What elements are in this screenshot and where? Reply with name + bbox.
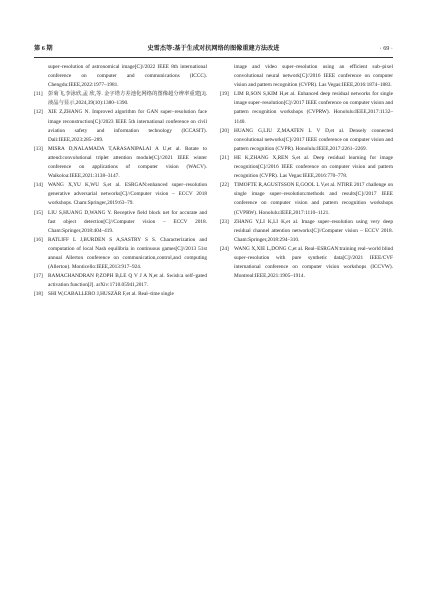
reference-text: RATLIFF L J,BURDEN S A,SASTRY S S. Characterization and computation of local Nash equilibria in continuous games[C]//2013 51st annual Allerton conference on communication,control,and computing (Allerton). Monticello:IEEE,2013:917–924. [48, 236, 207, 271]
reference-continuation: image and video super–resolution using an efficient sub–pixel convolutional neural network[C]//2016 IEEE conference on computer vision and pattern recognition (CVPR). Las Vegas:IEEE,2016:1874–1883. [234, 64, 393, 89]
reference-number: [16] [34, 236, 43, 243]
reference-item-12 [34, 108, 207, 144]
reference-item-15 [34, 209, 207, 236]
reference-number: [13] [34, 145, 43, 152]
reference-number: [22] [220, 182, 229, 189]
reference-item-24 [220, 245, 393, 281]
reference-text: HE K,ZHANG X,REN S,et al. Deep residual learning for image recognition[C]//2016 IEEE conference on computer vision and pattern recognition (CVPR). Las Vegas:IEEE,2016:770–778. [234, 154, 393, 180]
reference-number: [12] [34, 109, 43, 116]
reference-number: [19] [220, 91, 229, 98]
references-left-column [34, 63, 207, 299]
reference-number: [21] [220, 154, 229, 161]
reference-text: SHI W,CABALLERO J,HUSZÁR F,et al. Real–time single [48, 291, 174, 298]
page-header [34, 42, 393, 56]
reference-number: [20] [220, 127, 229, 134]
reference-number: [23] [220, 218, 229, 225]
reference-item-23 [220, 218, 393, 245]
reference-item-22 [220, 181, 393, 217]
issue-number: 第 6 期 [34, 45, 53, 52]
reference-text: HUANG G,LIU Z,MAATEN L V D,et al. Densely connected convolutional networks[C]//2017 IEEE conference on computer vision and pattern recognition (CVPR). Honolulu:IEEE,2017:2261–2269. [234, 127, 394, 152]
reference-number: [15] [34, 209, 43, 216]
reference-number: [11] [34, 91, 43, 98]
reference-item-17 [34, 272, 207, 290]
reference-item-20 [220, 127, 393, 154]
reference-number: [24] [220, 245, 229, 252]
reference-continuation: super–resolution of astronomical image[C]//2022 IEEE 8th international conference on computer and communications (ICCC). Chengdu:IEEE,2022:1977–1981. [48, 64, 207, 89]
reference-text: 彭菊飞,李泳欣,孟 欣,等. 金字塔方差池化网络的图像超分辨率重建[J]. 液晶与显示,2024,39(10):1380–1390. [48, 91, 207, 107]
reference-number: [14] [34, 182, 43, 189]
running-title: 史雪杰等:基于生成对抗网络的图像重建方法改进 [147, 45, 280, 52]
reference-item-13 [34, 145, 207, 181]
reference-text: ZHANG Y,LI K,LI K,et al. Image super–resolution using very deep residual channel attention networks[C]//Computer vision – ECCV 2018. Cham:Springer,2018:294–310. [234, 218, 393, 243]
reference-item-14 [34, 181, 207, 208]
reference-item-11 [34, 90, 207, 108]
reference-item-21 [220, 154, 393, 181]
reference-text: WANG X,XIE L,DONG C,et al. Real–ESRGAN:training real–world blind super–resolution with pure synthetic data[C]//2021 IEEE/CVF international conference on computer vision workshops (ICCVW). Montreal:IEEE,2021:1905–1914. [234, 245, 393, 280]
reference-text: LIU S,HUANG D,WANG Y. Receptive field block net for accurate and fast object detection[C]//Computer vision – ECCV 2018. Cham:Springer,2018:404–419. [48, 209, 207, 234]
reference-item-19 [220, 90, 393, 126]
reference-number: [18] [34, 291, 43, 298]
header-rule [34, 57, 393, 58]
reference-number: [17] [34, 273, 43, 280]
reference-text: XIE Z,ZHANG N. Improved algorithm for GAN super–resolution face image reconstruction[C]//2023 IEEE 5th international conference on civil aviation safety and information technology (ICCASIT). Dali:IEEE,2023:285–289. [48, 109, 207, 143]
reference-text: RAMACHANDRAN P,ZOPH B,LE Q V J A N,et al. Swish:a self–gated activation function[J]. arXiv:1710.05941,2017. [48, 273, 207, 289]
reference-text: TIMOFTE R,AGUSTSSON E,GOOL L V,et al. NTIRE 2017 challenge on single image super–resolution:methods and results[C]//2017 IEEE conference on computer vision and pattern recognition workshops (CVPRW). Honolulu:IEEE,2017:1110–1121. [234, 182, 393, 216]
reference-text: WANG X,YU K,WU S,et al. ESRGAN:enhanced super–resolution generative adversarial networks[C]//Computer vision – ECCV 2018 workshops. Cham:Springer,2019:63–79. [48, 182, 207, 207]
reference-item-16 [34, 236, 207, 272]
reference-text: MISRA D,NALAMADA T,ARASANIPALAI A U,et al. Rotate to attend:convolutional triplet attention module[C]//2021 IEEE winter conference on applications of computer vision (WACV). Waikoloa:IEEE,2021:3138–3147. [48, 145, 207, 180]
page-number: · 69 · [379, 45, 393, 52]
reference-text: LIM B,SON S,KIM H,et al. Enhanced deep residual networks for single image super–resolution[C]//2017 IEEE conference on computer vision and pattern recognition workshops (CVPRW). Honolulu:IEEE,2017:1132–1140. [234, 91, 393, 125]
reference-item-18 [34, 290, 207, 299]
references-right-column [220, 63, 393, 281]
